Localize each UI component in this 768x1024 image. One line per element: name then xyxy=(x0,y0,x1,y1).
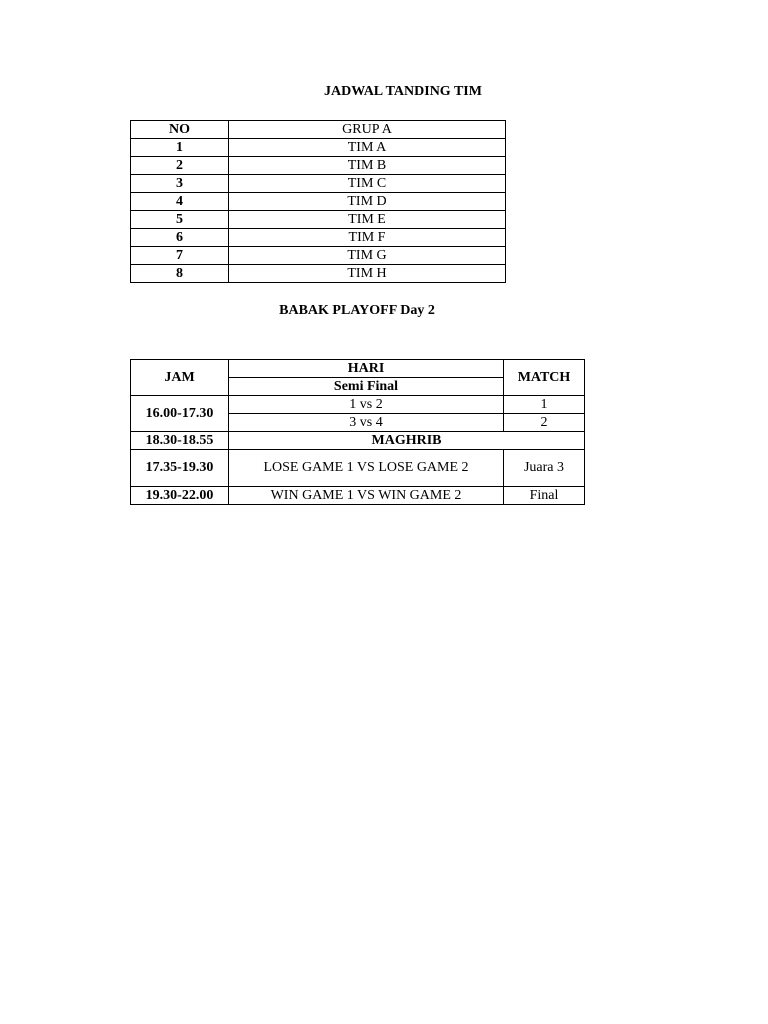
row-team: TIM F xyxy=(229,229,506,247)
row-no: 7 xyxy=(131,247,229,265)
row-team: TIM B xyxy=(229,157,506,175)
table-row xyxy=(131,432,585,450)
row-team: TIM H xyxy=(229,265,506,283)
table-row xyxy=(131,265,506,283)
row-team: TIM E xyxy=(229,211,506,229)
table-row xyxy=(131,193,506,211)
header-jam: JAM xyxy=(131,360,229,396)
table-row xyxy=(131,211,506,229)
final-match: Final xyxy=(504,487,585,505)
table-row xyxy=(131,450,585,487)
row-no: 2 xyxy=(131,157,229,175)
playoff-table xyxy=(130,359,585,505)
table-row xyxy=(131,487,585,505)
header-hari: HARI xyxy=(229,360,504,378)
schedule-title: JADWAL TANDING TIM xyxy=(324,84,482,99)
header-match: MATCH xyxy=(504,360,585,396)
header-group: GRUP A xyxy=(229,121,506,139)
row-team: TIM C xyxy=(229,175,506,193)
table-row xyxy=(131,396,585,414)
row-no: 5 xyxy=(131,211,229,229)
third-place-time: 17.35-19.30 xyxy=(131,450,229,487)
semi-match: 2 xyxy=(504,414,585,432)
group-table xyxy=(130,120,506,283)
break-label: MAGHRIB xyxy=(229,432,585,450)
row-team: TIM A xyxy=(229,139,506,157)
semi-pairing: 3 vs 4 xyxy=(229,414,504,432)
break-time: 18.30-18.55 xyxy=(131,432,229,450)
table-row xyxy=(131,157,506,175)
third-place-pairing: LOSE GAME 1 VS LOSE GAME 2 xyxy=(229,450,504,487)
table-row xyxy=(131,139,506,157)
semi-pairing: 1 vs 2 xyxy=(229,396,504,414)
third-place-match: Juara 3 xyxy=(504,450,585,487)
table-header-row xyxy=(131,121,506,139)
semi-match: 1 xyxy=(504,396,585,414)
row-no: 4 xyxy=(131,193,229,211)
row-team: TIM G xyxy=(229,247,506,265)
row-no: 6 xyxy=(131,229,229,247)
final-pairing: WIN GAME 1 VS WIN GAME 2 xyxy=(229,487,504,505)
table-row xyxy=(131,229,506,247)
header-semi-final: Semi Final xyxy=(229,378,504,396)
row-no: 8 xyxy=(131,265,229,283)
header-no: NO xyxy=(131,121,229,139)
row-no: 1 xyxy=(131,139,229,157)
semi-time: 16.00-17.30 xyxy=(131,396,229,432)
row-no: 3 xyxy=(131,175,229,193)
final-time: 19.30-22.00 xyxy=(131,487,229,505)
table-row xyxy=(131,175,506,193)
row-team: TIM D xyxy=(229,193,506,211)
playoff-title: BABAK PLAYOFF Day 2 xyxy=(279,303,435,318)
table-header-row xyxy=(131,360,585,378)
table-row xyxy=(131,247,506,265)
